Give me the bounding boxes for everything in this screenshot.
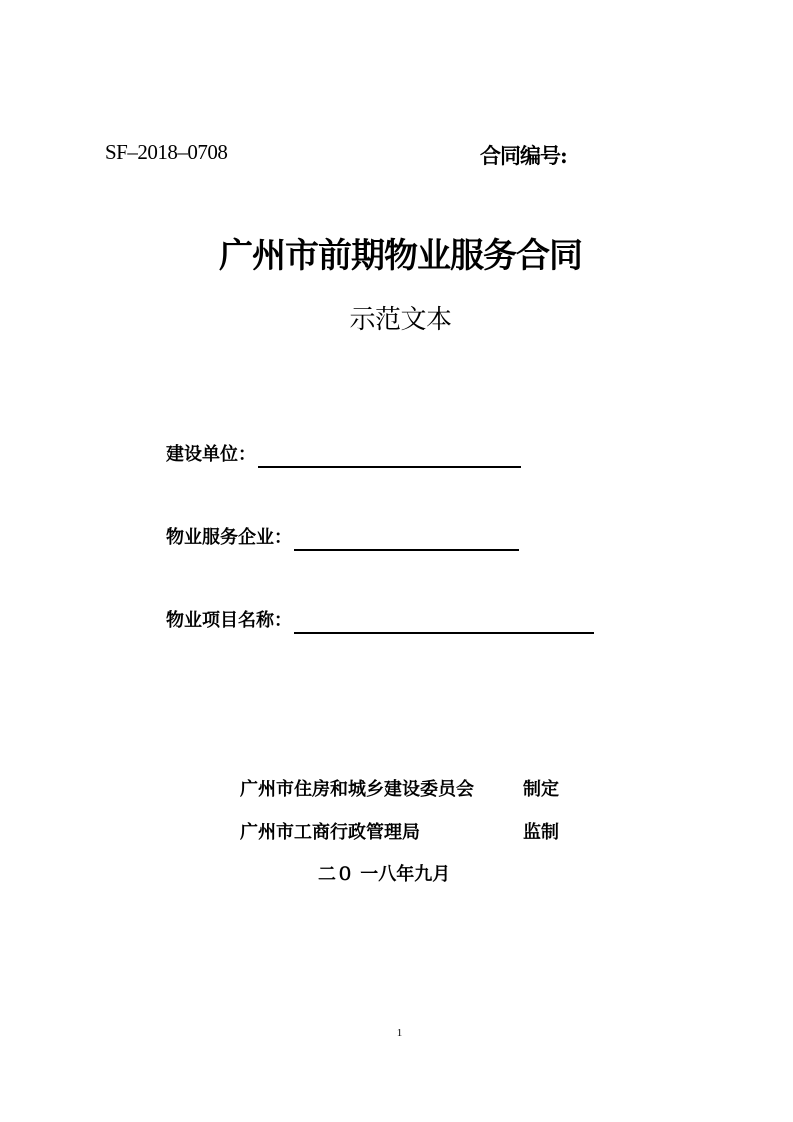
document-code: SF–2018–0708 xyxy=(105,140,228,164)
field-project-name xyxy=(166,610,594,632)
contract-number-label: 合同编号: xyxy=(480,143,567,168)
document-subtitle: 示范文本 xyxy=(349,305,452,335)
issue-date: 二０ 一八年九月 xyxy=(318,864,451,885)
field-developer xyxy=(166,444,521,466)
field-developer-label: 建设单位： xyxy=(166,444,256,465)
issuer-org-2: 广州市工商行政管理局 xyxy=(240,822,420,843)
field-developer-blank[interactable] xyxy=(258,446,521,468)
field-project-name-blank[interactable] xyxy=(294,612,594,634)
page-number: 1 xyxy=(396,1027,403,1039)
issuer-role-1: 制定 xyxy=(523,779,559,800)
issuer-org-1: 广州市住房和城乡建设委员会 xyxy=(240,779,474,800)
field-project-name-label: 物业项目名称： xyxy=(166,610,292,631)
issuer-role-2: 监制 xyxy=(523,822,559,843)
field-property-company-blank[interactable] xyxy=(294,529,519,551)
document-title: 广州市前期物业服务合同 xyxy=(219,236,582,276)
field-property-company xyxy=(166,527,519,549)
field-property-company-label: 物业服务企业： xyxy=(166,527,292,548)
